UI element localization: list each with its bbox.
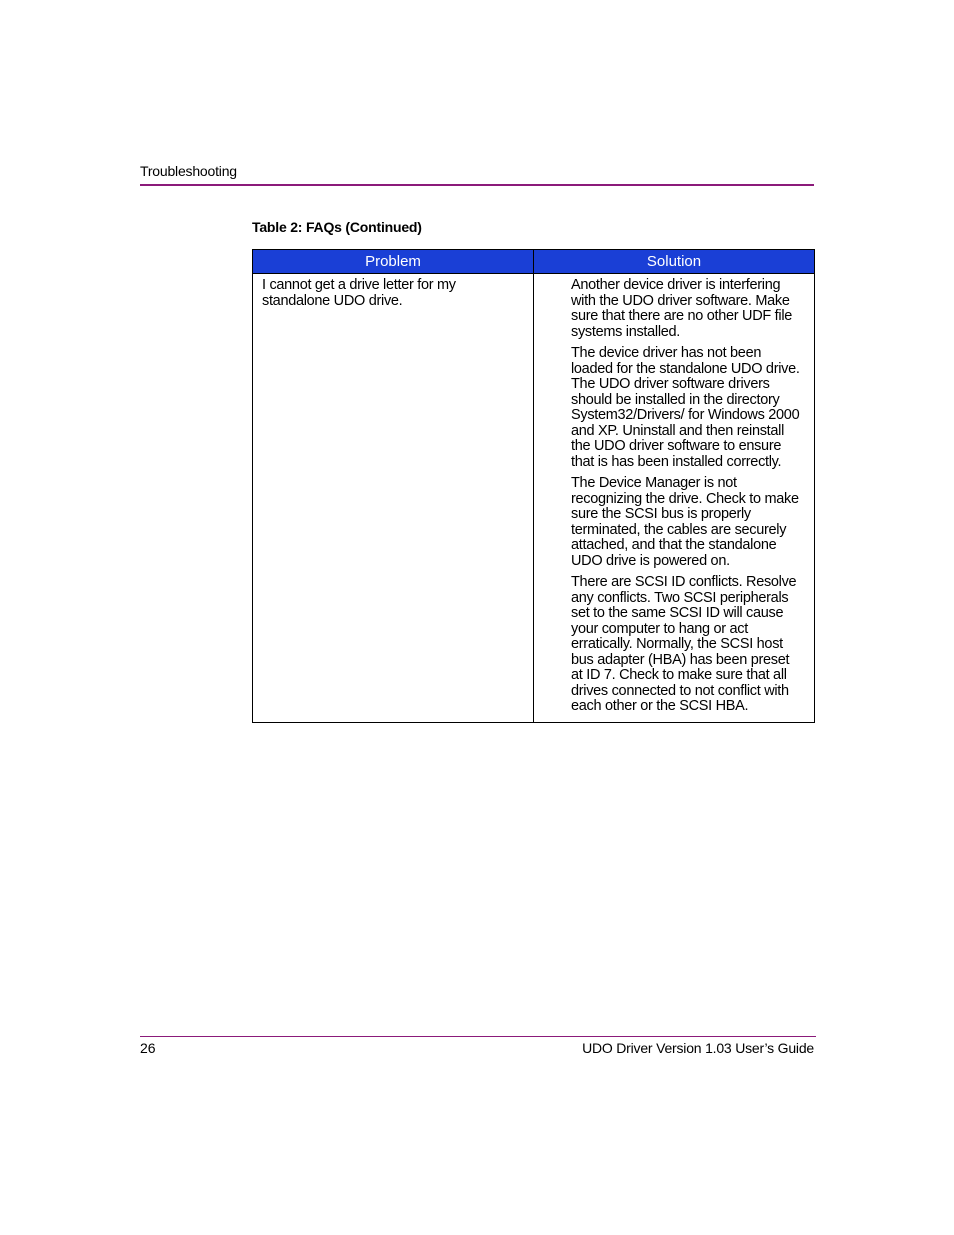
solution-paragraph: The Device Manager is not recognizing the drive. Check to make sure the SCSI bus is properly terminated, the cables are securely attached, and that the standalone UDO drive is powered on. [571, 475, 799, 569]
problem-cell: I cannot get a drive letter for my standalone UDO drive. [253, 274, 534, 723]
solution-paragraph: There are SCSI ID conflicts. Resolve any conflicts. Two SCSI peripherals set to the same SCSI ID will cause your computer to hang or act erratically. Normally, the SCSI host bus adapter (HBA) has been preset at ID 7. Check to make sure that all drives connected to not conflict with each other or the SCSI HBA. [571, 574, 797, 714]
footer-rule [140, 1036, 816, 1037]
running-head: Troubleshooting [140, 163, 237, 179]
column-header-problem: Problem [253, 250, 534, 274]
table-header-row [253, 250, 815, 274]
page-number: 26 [140, 1040, 156, 1056]
footer-doc-title: UDO Driver Version 1.03 User’s Guide [582, 1040, 814, 1056]
table-row [253, 274, 815, 723]
solution-paragraph: Another device driver is interfering with the UDO driver software. Make sure that there are no other UDF file systems installed. [571, 277, 793, 340]
header-rule [140, 184, 814, 186]
solution-paragraph: The device driver has not been loaded for the standalone UDO drive. The UDO driver software drivers should be installed in the directory System32/Drivers/ for Windows 2000 and XP. Uninstall and then reinstall the UDO driver software to ensure that is has been installed correctly. [571, 345, 800, 470]
column-header-solution: Solution [534, 250, 815, 274]
faq-table [252, 249, 815, 723]
solution-cell [534, 274, 815, 723]
table-caption: Table 2: FAQs (Continued) [252, 219, 422, 235]
